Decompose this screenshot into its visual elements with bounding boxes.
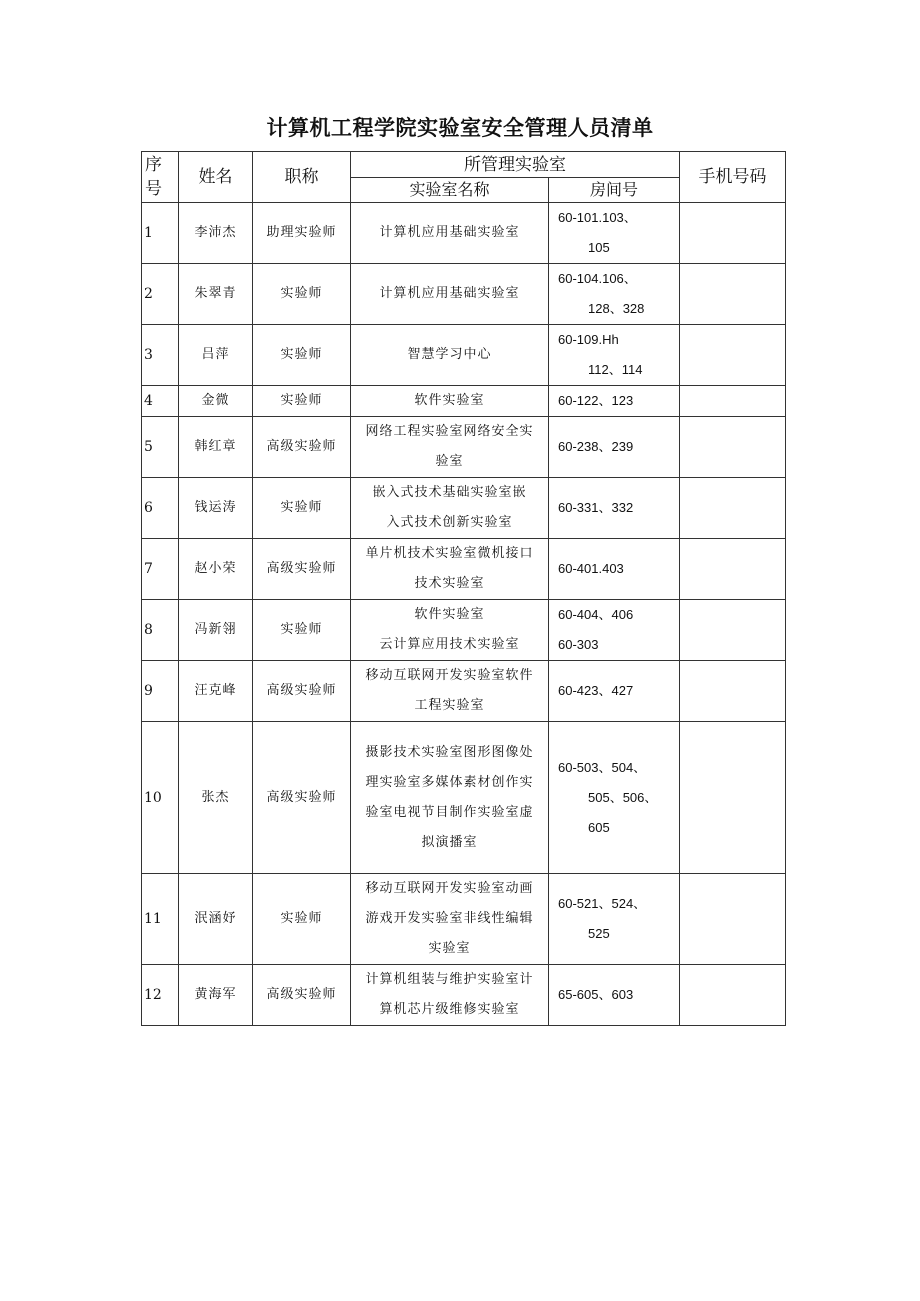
lab-name-line: 软件实验室 bbox=[414, 393, 485, 408]
room-line: 60-401.403 bbox=[558, 561, 624, 576]
lab-name-line: 入式技术创新实验室 bbox=[386, 515, 513, 530]
lab-name-line: 软件实验室 bbox=[414, 607, 485, 622]
lab-name-line: 计算机应用基础实验室 bbox=[379, 225, 520, 240]
row-name: 赵小荣 bbox=[179, 539, 253, 600]
row-name: 钱运涛 bbox=[179, 478, 253, 539]
table-row bbox=[142, 874, 786, 965]
row-name: 吕萍 bbox=[179, 325, 253, 386]
row-phone bbox=[680, 417, 786, 478]
table-row bbox=[142, 478, 786, 539]
table-row bbox=[142, 325, 786, 386]
row-index: 5 bbox=[142, 417, 179, 478]
row-room bbox=[549, 539, 680, 600]
room-line: 505、506、605 bbox=[588, 789, 658, 835]
row-phone bbox=[680, 539, 786, 600]
row-index: 6 bbox=[142, 478, 179, 539]
row-name: 冯新翎 bbox=[179, 600, 253, 661]
row-lab-name bbox=[351, 722, 549, 874]
row-lab-name bbox=[351, 478, 549, 539]
row-room bbox=[549, 965, 680, 1026]
row-name: 韩红章 bbox=[179, 417, 253, 478]
row-phone bbox=[680, 478, 786, 539]
lab-name-line: 验室 bbox=[435, 454, 464, 469]
row-lab-name bbox=[351, 417, 549, 478]
lab-name-line: 网络工程实验室网络安全实 bbox=[365, 424, 534, 439]
page-title: 计算机工程学院实验室安全管理人员清单 bbox=[266, 116, 654, 140]
row-job-title: 实验师 bbox=[253, 325, 351, 386]
row-lab-name bbox=[351, 965, 549, 1026]
room-line: 60-101.103、 bbox=[558, 210, 637, 225]
lab-name-line: 游戏开发实验室非线性编辑 bbox=[365, 911, 534, 926]
row-room bbox=[549, 264, 680, 325]
table-row bbox=[142, 264, 786, 325]
row-job-title: 高级实验师 bbox=[253, 661, 351, 722]
row-name: 朱翠青 bbox=[179, 264, 253, 325]
row-name: 泯涵妤 bbox=[179, 874, 253, 965]
row-job-title: 实验师 bbox=[253, 386, 351, 417]
room-line: 60-104.106、 bbox=[558, 271, 637, 286]
lab-name-line: 嵌入式技术基础实验室嵌 bbox=[372, 485, 527, 500]
lab-name-line: 移动互联网开发实验室动画 bbox=[365, 881, 534, 896]
room-line: 60-404、406 bbox=[558, 607, 634, 622]
table-row bbox=[142, 203, 786, 264]
room-line: 60-503、504、 bbox=[558, 759, 647, 775]
lab-name-line: 移动互联网开发实验室软件 bbox=[365, 668, 534, 683]
row-lab-name bbox=[351, 661, 549, 722]
table-header bbox=[142, 152, 786, 203]
row-name: 金微 bbox=[179, 386, 253, 417]
row-index: 3 bbox=[142, 325, 179, 386]
row-room bbox=[549, 722, 680, 874]
room-line: 60-303 bbox=[558, 637, 599, 652]
table-row bbox=[142, 386, 786, 417]
room-line: 105 bbox=[588, 240, 610, 255]
row-lab-name bbox=[351, 203, 549, 264]
room-line: 60-423、427 bbox=[558, 683, 634, 698]
row-room bbox=[549, 386, 680, 417]
header-managed-labs: 所管理实验室 bbox=[351, 152, 680, 178]
lab-name-line: 算机芯片级维修实验室 bbox=[379, 1002, 520, 1017]
row-job-title: 实验师 bbox=[253, 874, 351, 965]
staff-table bbox=[141, 151, 786, 1026]
row-phone bbox=[680, 203, 786, 264]
header-index-label: 序号 bbox=[145, 155, 162, 199]
room-line: 60-109.Hh bbox=[558, 332, 619, 347]
row-room bbox=[549, 874, 680, 965]
row-name: 黄海军 bbox=[179, 965, 253, 1026]
row-job-title: 实验师 bbox=[253, 600, 351, 661]
row-lab-name bbox=[351, 264, 549, 325]
row-lab-name bbox=[351, 539, 549, 600]
row-job-title: 高级实验师 bbox=[253, 722, 351, 874]
lab-name-line: 拟演播室 bbox=[421, 834, 478, 850]
row-job-title: 助理实验师 bbox=[253, 203, 351, 264]
row-room bbox=[549, 478, 680, 539]
row-phone bbox=[680, 722, 786, 874]
table-row bbox=[142, 600, 786, 661]
lab-name-line: 单片机技术实验室微机接口 bbox=[365, 546, 534, 561]
room-line: 60-521、524、 bbox=[558, 896, 647, 911]
room-line: 525 bbox=[588, 926, 610, 941]
table-body bbox=[142, 203, 786, 1026]
lab-name-line: 智慧学习中心 bbox=[407, 347, 492, 362]
lab-name-line: 实验室 bbox=[428, 941, 471, 956]
row-job-title: 实验师 bbox=[253, 264, 351, 325]
row-index: 1 bbox=[142, 203, 179, 264]
header-room: 房间号 bbox=[549, 178, 680, 203]
room-line: 60-238、239 bbox=[558, 439, 634, 454]
row-phone bbox=[680, 874, 786, 965]
table-row bbox=[142, 539, 786, 600]
row-phone bbox=[680, 965, 786, 1026]
row-room bbox=[549, 325, 680, 386]
row-job-title: 高级实验师 bbox=[253, 965, 351, 1026]
row-index: 7 bbox=[142, 539, 179, 600]
row-room bbox=[549, 600, 680, 661]
row-phone bbox=[680, 264, 786, 325]
header-name: 姓名 bbox=[179, 152, 253, 203]
header-lab-name: 实验室名称 bbox=[351, 178, 549, 203]
header-index bbox=[142, 152, 179, 203]
table-row bbox=[142, 661, 786, 722]
row-index: 2 bbox=[142, 264, 179, 325]
lab-name-line: 计算机应用基础实验室 bbox=[379, 286, 520, 301]
header-job-title: 职称 bbox=[253, 152, 351, 203]
row-room bbox=[549, 661, 680, 722]
room-line: 60-331、332 bbox=[558, 500, 634, 515]
lab-name-line: 云计算应用技术实验室 bbox=[379, 637, 520, 652]
row-index: 10 bbox=[142, 722, 179, 874]
row-job-title: 实验师 bbox=[253, 478, 351, 539]
row-index: 12 bbox=[142, 965, 179, 1026]
lab-name-line: 理实验室多媒体素材创作实 bbox=[365, 774, 534, 790]
lab-name-line: 摄影技术实验室图形图像处 bbox=[365, 744, 534, 760]
row-name: 李沛杰 bbox=[179, 203, 253, 264]
lab-name-line: 计算机组装与维护实验室计 bbox=[365, 972, 534, 987]
lab-name-line: 工程实验室 bbox=[414, 698, 485, 713]
room-line: 128、328 bbox=[588, 301, 645, 316]
row-index: 11 bbox=[142, 874, 179, 965]
row-phone bbox=[680, 661, 786, 722]
lab-name-line: 验室电视节目制作实验室虚 bbox=[365, 804, 534, 820]
room-line: 60-122、123 bbox=[558, 393, 634, 408]
row-name: 张杰 bbox=[179, 722, 253, 874]
row-index: 9 bbox=[142, 661, 179, 722]
lab-name-line: 技术实验室 bbox=[414, 576, 485, 591]
row-lab-name bbox=[351, 386, 549, 417]
header-phone: 手机号码 bbox=[680, 152, 786, 203]
table-row bbox=[142, 965, 786, 1026]
table-row bbox=[142, 417, 786, 478]
row-job-title: 高级实验师 bbox=[253, 417, 351, 478]
row-lab-name bbox=[351, 874, 549, 965]
row-index: 8 bbox=[142, 600, 179, 661]
row-room bbox=[549, 203, 680, 264]
row-phone bbox=[680, 600, 786, 661]
room-line: 65-605、603 bbox=[558, 987, 634, 1002]
row-phone bbox=[680, 386, 786, 417]
row-phone bbox=[680, 325, 786, 386]
row-job-title: 高级实验师 bbox=[253, 539, 351, 600]
row-lab-name bbox=[351, 600, 549, 661]
row-lab-name bbox=[351, 325, 549, 386]
table-row bbox=[142, 722, 786, 874]
row-room bbox=[549, 417, 680, 478]
row-index: 4 bbox=[142, 386, 179, 417]
room-line: 112、114 bbox=[588, 362, 643, 377]
row-name: 汪克峰 bbox=[179, 661, 253, 722]
